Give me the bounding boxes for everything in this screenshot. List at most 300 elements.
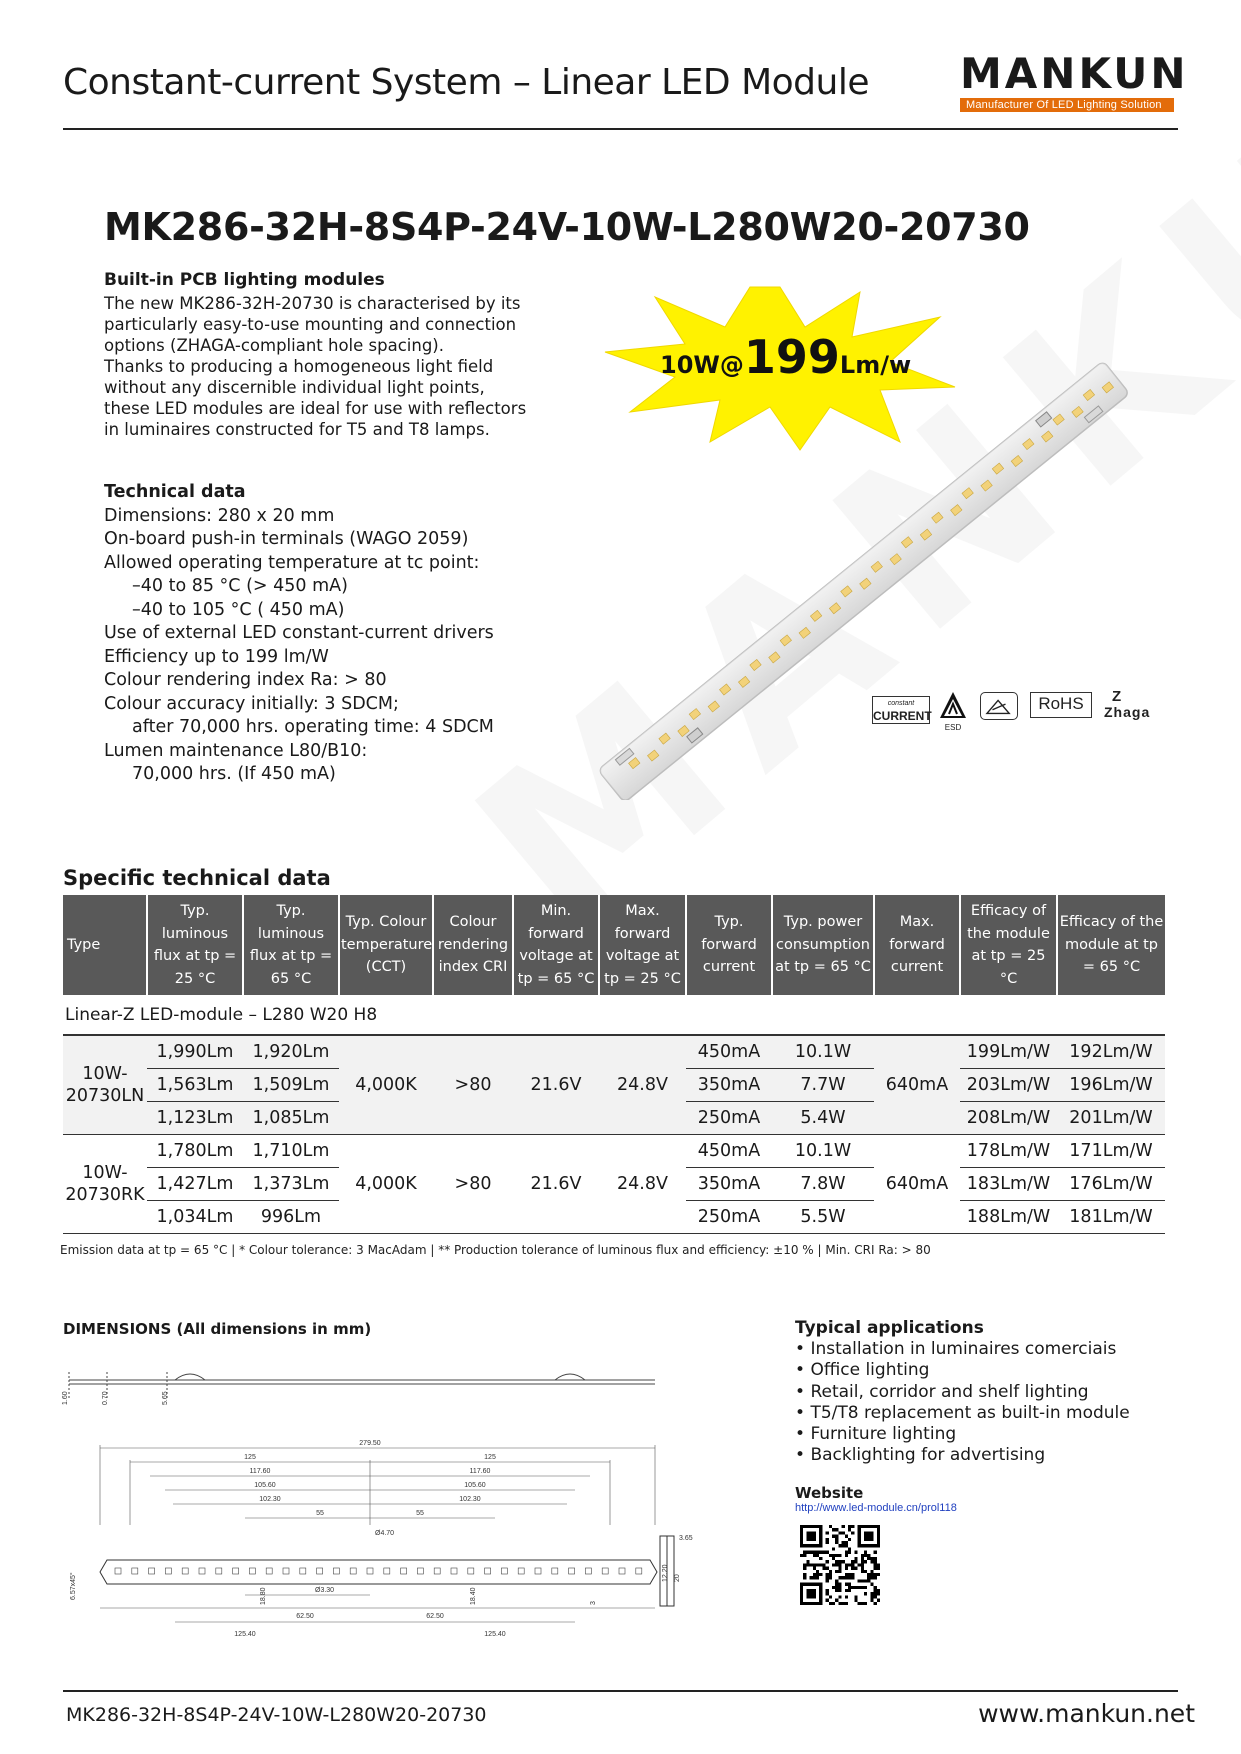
qr-module [826,1599,829,1602]
col-header: Typ. power consumption at tp = 65 °C [772,895,874,995]
qr-module [870,1595,873,1598]
tech-line: Lumen maintenance L80/B10: [104,740,368,761]
page-header-title: Constant-current System – Linear LED Module [63,62,869,103]
applications-section [795,1318,1130,1466]
badge-unit: Lm/w [839,351,912,379]
power-cell: 7.7W [772,1068,874,1101]
qr-module [819,1551,822,1554]
qr-module [832,1528,835,1531]
eff65-cell: 176Lm/W [1057,1167,1165,1200]
qr-module [845,1573,848,1576]
qr-module [864,1570,867,1573]
col-header: Typ. Colour temperature (CCT) [339,895,433,995]
drawing-led [199,1568,205,1574]
qr-module [835,1599,838,1602]
flux25-cell: 1,034Lm [147,1200,243,1233]
dimension-drawing [55,1350,775,1680]
qr-module [829,1554,832,1557]
qr-module [803,1576,806,1579]
badge-prefix: 10W@ [660,351,744,379]
qr-module [835,1554,838,1557]
qr-module [832,1563,835,1566]
efficiency-badge [660,330,911,384]
qr-code-icon[interactable] [800,1525,880,1605]
qr-module [838,1583,841,1586]
qr-module [861,1560,864,1563]
qr-module [803,1554,806,1557]
qr-module [826,1592,829,1595]
eff25-cell: 208Lm/W [960,1101,1057,1134]
eff25-cell: 199Lm/W [960,1035,1057,1068]
qr-module [816,1576,819,1579]
qr-module [806,1560,809,1563]
header-divider [63,128,1178,130]
svg-text:Ø4.70: Ø4.70 [375,1530,395,1537]
qr-module [877,1599,880,1602]
application-item: • Office lighting [795,1360,930,1381]
qr-module [803,1551,806,1554]
qr-module [877,1589,880,1592]
qr-module [810,1563,813,1566]
qr-module [842,1576,845,1579]
power-cell: 5.5W [772,1200,874,1233]
qr-module [870,1599,873,1602]
qr-module [845,1551,848,1554]
svg-text:125: 125 [484,1454,496,1461]
spec-subheading: Linear-Z LED-module – L280 W20 H8 [63,995,1165,1035]
drawing-led [132,1568,138,1574]
qr-module [864,1579,867,1582]
cri-cell: >80 [433,1134,513,1233]
current-cell: 350mA [686,1068,772,1101]
qr-module [835,1579,838,1582]
tech-line: –40 to 105 °C ( 450 mA) [132,599,345,620]
tech-line: Use of external LED constant-current drivers [104,623,494,643]
svg-text:105.60: 105.60 [464,1482,486,1489]
qr-module [835,1538,838,1541]
svg-text:62.50: 62.50 [426,1613,444,1620]
flux65-cell: 1,920Lm [243,1035,339,1068]
qr-module [838,1531,841,1534]
qr-module [848,1551,851,1554]
logo-tagline: Manufacturer Of LED Lighting Solution [960,98,1174,112]
svg-text:279.50: 279.50 [359,1440,381,1447]
spec-subheading-row [63,995,1165,1035]
qr-module [877,1563,880,1566]
eff25-cell: 203Lm/W [960,1068,1057,1101]
drawing-led [300,1568,306,1574]
spec-footnote: Emission data at tp = 65 °C | * Colour tolerance: 3 MacAdam | ** Production tolerance of luminous flux and efficiency: ±10 % | Min. CRI Ra: > 80 [60,1243,931,1257]
svg-text:12.20: 12.20 [662,1564,669,1582]
qr-module [832,1602,835,1605]
eff25-cell: 178Lm/W [960,1134,1057,1167]
flux65-cell: 1,710Lm [243,1134,339,1167]
qr-module [819,1557,822,1560]
technical-heading: Technical data [104,482,246,502]
qr-module [874,1576,877,1579]
drawing-led [266,1568,272,1574]
drawing-led [233,1568,239,1574]
qr-module [835,1563,838,1566]
rohs-icon: RoHS [1030,692,1092,718]
qr-module [848,1583,851,1586]
current-cell: 450mA [686,1035,772,1068]
qr-module [874,1567,877,1570]
qr-module [806,1563,809,1566]
brand-logo[interactable] [960,49,1189,112]
qr-module [803,1567,806,1570]
imax-cell: 640mA [874,1134,960,1233]
qr-module [829,1570,832,1573]
qr-module [813,1551,816,1554]
qr-module [826,1541,829,1544]
application-item: • Installation in luminaires comerciais [795,1339,1117,1360]
technical-data-section [104,481,564,787]
qr-module [874,1595,877,1598]
qr-module [816,1551,819,1554]
product-title: MK286-32H-8S4P-24V-10W-L280W20-20730 [104,205,1030,249]
svg-text:6.57x45°: 6.57x45° [70,1572,77,1600]
qr-module [838,1560,841,1563]
drawing-led [367,1568,373,1574]
eff65-cell: 192Lm/W [1057,1035,1165,1068]
intro-line: these LED modules are ideal for use with reflectors [104,399,527,418]
qr-module [874,1557,877,1560]
intro-heading: Built-in PCB lighting modules [104,270,385,290]
qr-module [851,1525,854,1528]
qr-module [848,1547,851,1550]
intro-line: Thanks to producing a homogeneous light field [104,357,494,376]
svg-text:55: 55 [316,1510,324,1517]
qr-module [838,1595,841,1598]
qr-module [861,1557,864,1560]
application-item: • Retail, corridor and shelf lighting [795,1381,1089,1402]
qr-module [803,1573,806,1576]
qr-module [867,1579,870,1582]
intro-line: options (ZHAGA-compliant hole spacing). [104,336,444,355]
qr-module [854,1567,857,1570]
svg-text:0.70: 0.70 [102,1391,109,1405]
spec-table [63,895,1165,1234]
qr-module [870,1573,873,1576]
qr-module [864,1551,867,1554]
qr-module [842,1544,845,1547]
svg-text:125.40: 125.40 [484,1631,506,1638]
drawing-led [535,1568,541,1574]
qr-module [835,1583,838,1586]
drawing-led [619,1568,625,1574]
qr-module [851,1573,854,1576]
qr-module [861,1602,864,1605]
flux65-cell: 996Lm [243,1200,339,1233]
qr-module [877,1567,880,1570]
qr-module [813,1554,816,1557]
qr-module [851,1563,854,1566]
qr-module [832,1547,835,1550]
drawing-led [165,1568,171,1574]
footer-website-link[interactable]: www.mankun.net [978,1699,1195,1728]
drawing-led [569,1568,575,1574]
qr-module [848,1528,851,1531]
drawing-led [585,1568,591,1574]
tech-line: Efficiency up to 199 lm/W [104,646,329,667]
type-cell: 10W- 20730RK [63,1134,147,1233]
table-row [63,1134,1165,1167]
qr-module [861,1567,864,1570]
qr-module [842,1541,845,1544]
svg-text:117.60: 117.60 [249,1468,271,1475]
qr-module [870,1560,873,1563]
drawing-led [216,1568,222,1574]
drawing-led [249,1568,255,1574]
svg-text:ESD: ESD [944,723,962,732]
qr-module [861,1563,864,1566]
col-header: Typ. forward current [686,895,772,995]
intro-line: in luminaires constructed for T5 and T8 lamps. [104,420,490,439]
drawing-led [552,1568,558,1574]
website-link[interactable]: http://www.led-module.cn/prol118 [795,1502,957,1514]
imax-cell: 640mA [874,1035,960,1134]
applications-heading: Typical applications [795,1318,984,1338]
qr-finder [864,1531,874,1541]
vmin-cell: 21.6V [513,1134,599,1233]
qr-module [826,1576,829,1579]
cct-cell: 4,000K [339,1134,433,1233]
qr-module [867,1576,870,1579]
qr-module [832,1535,835,1538]
qr-module [874,1602,877,1605]
intro-section [104,270,544,440]
spec-title: Specific technical data [63,866,331,890]
intro-line: particularly easy-to-use mounting and connection [104,315,517,334]
drawing-led [417,1568,423,1574]
footer-product-code: MK286-32H-8S4P-24V-10W-L280W20-20730 [66,1704,487,1726]
qr-module [848,1586,851,1589]
qr-module [835,1535,838,1538]
col-header: Efficacy of the module at tp = 25 °C [960,895,1057,995]
qr-module [854,1560,857,1563]
qr-module [835,1589,838,1592]
drawing-led [149,1568,155,1574]
spec-header-row [63,895,1165,995]
qr-module [826,1579,829,1582]
qr-module [874,1560,877,1563]
eff65-cell: 171Lm/W [1057,1134,1165,1167]
qr-module [826,1573,829,1576]
vmax-cell: 24.8V [599,1134,686,1233]
col-header: Min. forward voltage at tp = 65 °C [513,895,599,995]
flux25-cell: 1,123Lm [147,1101,243,1134]
cct-cell: 4,000K [339,1035,433,1134]
qr-module [858,1586,861,1589]
qr-module [835,1570,838,1573]
qr-module [835,1560,838,1563]
qr-module [826,1531,829,1534]
qr-module [826,1560,829,1563]
flux25-cell: 1,990Lm [147,1035,243,1068]
qr-module [851,1560,854,1563]
application-item: • Furniture lighting [795,1424,957,1445]
qr-module [874,1592,877,1595]
qr-module [851,1586,854,1589]
qr-module [816,1570,819,1573]
svg-text:Ø3.30: Ø3.30 [315,1587,335,1594]
qr-module [845,1595,848,1598]
flux25-cell: 1,427Lm [147,1167,243,1200]
tech-line: Allowed operating temperature at tc point: [104,552,480,573]
website-section [795,1484,957,1514]
constant-current-icon: constant CURRENT [872,696,930,724]
svg-text:105.60: 105.60 [254,1482,276,1489]
qr-module [854,1557,857,1560]
qr-module [832,1554,835,1557]
qr-module [822,1563,825,1566]
drawing-led [434,1568,440,1574]
current-cell: 250mA [686,1200,772,1233]
qr-module [874,1551,877,1554]
qr-module [874,1573,877,1576]
qr-module [838,1602,841,1605]
svg-text:55: 55 [416,1510,424,1517]
tech-line: Dimensions: 280 x 20 mm [104,505,335,526]
qr-module [816,1554,819,1557]
qr-module [870,1592,873,1595]
qr-module [832,1586,835,1589]
power-cell: 10.1W [772,1035,874,1068]
qr-module [838,1544,841,1547]
application-item: • T5/T8 replacement as built-in module [795,1402,1130,1423]
drawing-led [350,1568,356,1574]
drawing-led [468,1568,474,1574]
power-cell: 10.1W [772,1134,874,1167]
drawing-led [401,1568,407,1574]
qr-module [829,1576,832,1579]
svg-text:18.80: 18.80 [260,1587,267,1605]
qr-module [874,1586,877,1589]
qr-module [813,1567,816,1570]
qr-module [870,1570,873,1573]
qr-module [835,1586,838,1589]
intro-line: The new MK286-32H-20730 is characterised by its [104,294,521,313]
qr-module [838,1586,841,1589]
col-header: Colour rendering index CRI [433,895,513,995]
qr-module [864,1586,867,1589]
drawing-led [485,1568,491,1574]
drawing-led [384,1568,390,1574]
qr-module [838,1563,841,1566]
qr-module [816,1573,819,1576]
svg-text:18.40: 18.40 [470,1587,477,1605]
qr-module [845,1589,848,1592]
drawing-led [501,1568,507,1574]
col-header: Type [63,895,147,995]
vmin-cell: 21.6V [513,1035,599,1134]
qr-module [874,1563,877,1566]
power-cell: 5.4W [772,1101,874,1134]
svg-text:5.65: 5.65 [162,1391,169,1405]
qr-module [816,1563,819,1566]
svg-text:125: 125 [244,1454,256,1461]
svg-text:102.30: 102.30 [459,1496,481,1503]
qr-module [848,1589,851,1592]
qr-module [829,1595,832,1598]
qr-module [838,1554,841,1557]
qr-module [845,1544,848,1547]
tech-line: –40 to 85 °C (> 450 mA) [132,576,348,596]
flux25-cell: 1,780Lm [147,1134,243,1167]
flux25-cell: 1,563Lm [147,1068,243,1101]
qr-module [813,1576,816,1579]
col-header: Typ. luminous flux at tp = 65 °C [243,895,339,995]
qr-module [845,1535,848,1538]
qr-module [848,1576,851,1579]
qr-module [864,1554,867,1557]
qr-module [845,1602,848,1605]
eff65-cell: 196Lm/W [1057,1068,1165,1101]
tech-line: Colour rendering index Ra: > 80 [104,670,387,690]
qr-module [835,1528,838,1531]
qr-module [848,1538,851,1541]
zhaga-icon: Z Zhaga [1104,688,1151,720]
qr-module [829,1602,832,1605]
flux65-cell: 1,373Lm [243,1167,339,1200]
qr-module [845,1554,848,1557]
qr-module [845,1576,848,1579]
qr-module [867,1573,870,1576]
qr-module [864,1560,867,1563]
drawing-led [182,1568,188,1574]
qr-module [848,1525,851,1528]
eff65-cell: 201Lm/W [1057,1101,1165,1134]
qr-module [838,1570,841,1573]
logo-wordmark: MANKUN [960,49,1189,98]
qr-module [819,1563,822,1566]
qr-module [835,1541,838,1544]
table-row [63,1035,1165,1068]
svg-text:3: 3 [590,1601,597,1605]
qr-module [826,1551,829,1554]
col-header: Max. forward current [874,895,960,995]
qr-module [813,1573,816,1576]
drawing-led [602,1568,608,1574]
flux65-cell: 1,085Lm [243,1101,339,1134]
qr-module [861,1586,864,1589]
tech-line: after 70,000 hrs. operating time: 4 SDCM [132,717,494,737]
qr-module [861,1570,864,1573]
svg-text:117.60: 117.60 [469,1468,491,1475]
qr-module [842,1531,845,1534]
qr-module [822,1551,825,1554]
badge-value: 199 [743,330,840,384]
qr-module [848,1573,851,1576]
tech-line: On-board push-in terminals (WAGO 2059) [104,529,469,549]
qr-module [829,1525,832,1528]
eff65-cell: 181Lm/W [1057,1200,1165,1233]
qr-module [838,1567,841,1570]
current-cell: 450mA [686,1134,772,1167]
qr-module [864,1592,867,1595]
svg-text:102.30: 102.30 [259,1496,281,1503]
current-cell: 350mA [686,1167,772,1200]
qr-module [822,1567,825,1570]
qr-module [845,1541,848,1544]
drawing-led [518,1568,524,1574]
svg-text:62.50: 62.50 [296,1613,314,1620]
col-header: Efficacy of the module at tp = 65 °C [1057,895,1165,995]
qr-module [810,1551,813,1554]
qr-module [845,1567,848,1570]
qr-module [851,1576,854,1579]
